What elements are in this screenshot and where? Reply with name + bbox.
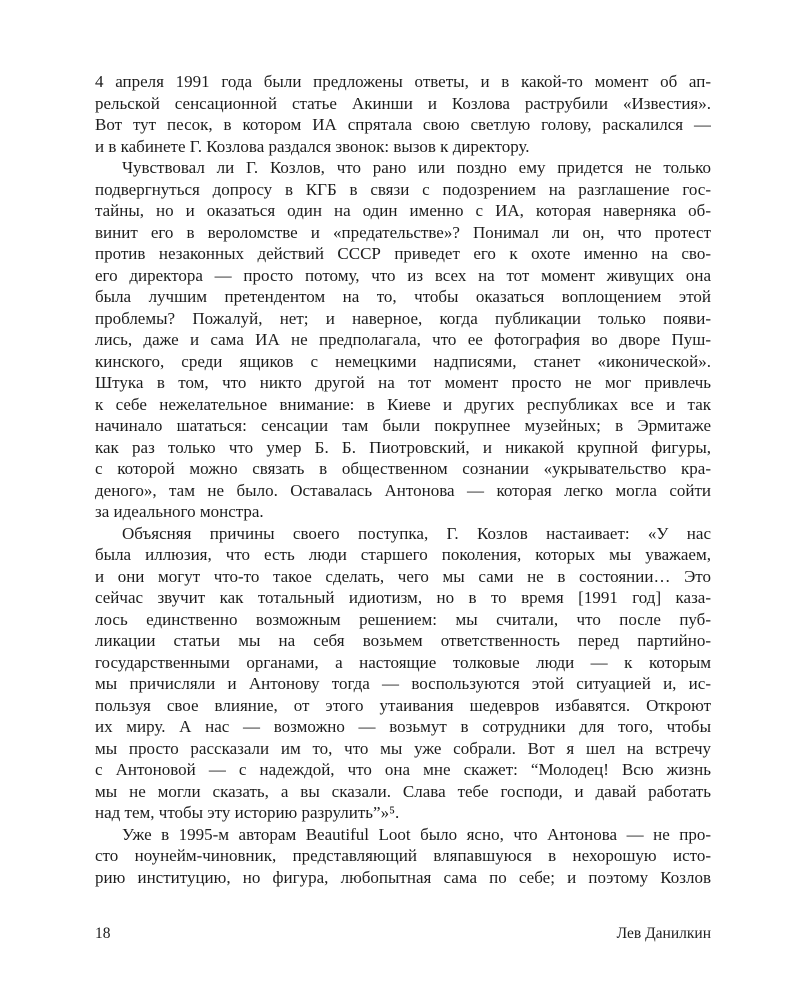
text-line: тайны, но и оказаться один на один именно с ИА, которая наверняка об- — [95, 201, 711, 220]
text-line: кинского, среди ящиков с немецкими надписями, станет «иконической». — [95, 351, 711, 371]
text-line: 4 апреля 1991 года были предложены ответы, и в какой-то момент об ап- — [95, 72, 711, 91]
running-footer-author: Лев Данилкин — [616, 925, 711, 942]
paragraph — [95, 523, 711, 824]
text-line: его директора — просто потому, что из всех на тот момент живущих она — [95, 265, 711, 285]
text-line: Вот тут песок, в котором ИА спрятала свою светлую голову, раскалился — — [95, 115, 711, 134]
text-line: рельской сенсационной статье Акинши и Козлова раструбили «Известия». — [95, 93, 711, 113]
text-line: над тем, чтобы эту историю разрулить”»⁵. — [95, 803, 400, 822]
text-line: Уже в 1995-м авторам Beautiful Loot было ясно, что Антонова — не про- — [122, 824, 711, 844]
text-line: Объясняя причины своего поступка, Г. Козлов настаивает: «У нас — [122, 523, 711, 543]
text-line: лось единственно возможным решением: мы считали, что после пуб- — [95, 609, 711, 629]
page-number: 18 — [95, 925, 111, 942]
text-line: Чувствовал ли Г. Козлов, что рано или поздно ему придется не только — [122, 158, 711, 177]
text-line: лись, даже и сама ИА не предполагала, что ее фотография во дворе Пуш- — [95, 330, 711, 349]
text-line: была лучшим претендентом на то, чтобы оказаться воплощением этой — [95, 287, 711, 306]
paragraph — [95, 71, 711, 157]
text-line: с которой можно связать в общественном сознании «укрывательство кра- — [95, 459, 711, 478]
page-text-block — [95, 71, 711, 888]
page-footer — [95, 924, 711, 944]
text-line: подвергнуться допросу в КГБ в связи с подозрением на разглашение гос- — [95, 179, 711, 199]
text-line: ликации статьи мы на себя возьмем ответственность перед партийно- — [95, 631, 711, 650]
text-line: за идеального монстра. — [95, 502, 264, 521]
text-line: сто ноунейм-чиновник, представляющий вляпавшуюся в нехорошую исто- — [95, 846, 711, 865]
paragraph — [95, 824, 711, 889]
text-line: и в кабинете Г. Козлова раздался звонок: вызов к директору. — [95, 136, 530, 156]
text-line: винит его в вероломстве и «предательстве»? Понимал ли он, что протест — [95, 222, 711, 242]
text-line: к себе нежелательное внимание: в Киеве и других республиках все и так — [95, 394, 711, 414]
text-line: рию институцию, но фигура, любопытная сама по себе; и поэтому Козлов — [95, 867, 711, 887]
text-line: как раз только что умер Б. Б. Пиотровский, и никакой крупной фигуры, — [95, 437, 711, 457]
text-line: сейчас звучит как тотальный идиотизм, но в то время [1991 год] каза- — [95, 588, 711, 607]
text-line: против незаконных действий СССР приведет его к охоте именно на сво- — [95, 244, 711, 263]
text-line: деного», там не было. Оставалась Антонова — которая легко могла сойти — [95, 480, 711, 500]
text-line: их миру. А нас — возможно — возьмут в сотрудники для того, чтобы — [95, 717, 711, 736]
paragraph — [95, 157, 711, 523]
text-line: мы причисляли и Антонову тогда — воспользуются этой ситуацией и, ис- — [95, 674, 711, 693]
text-line: мы не могли сказать, а вы сказали. Слава тебе господи, и давай работать — [95, 781, 711, 801]
text-line: государственными органами, а настоящие толковые люди — к которым — [95, 652, 711, 672]
text-line: с Антоновой — с надеждой, что она мне скажет: “Молодец! Всю жизнь — [95, 760, 711, 779]
text-line: Штука в том, что никто другой на тот момент просто не мог привлечь — [95, 373, 711, 392]
text-line: и они могут что-то такое сделать, чего мы сами не в состоянии… Это — [95, 566, 711, 586]
text-line: проблемы? Пожалуй, нет; и наверное, когда публикации только появи- — [95, 308, 711, 328]
text-line: пользуя свое влияние, от этого утаивания шедевров избавятся. Откроют — [95, 695, 711, 715]
text-line: мы просто рассказали им то, что мы уже собрали. Вот я шел на встречу — [95, 738, 711, 758]
text-line: была иллюзия, что есть люди старшего поколения, которых мы уважаем, — [95, 545, 711, 564]
text-line: начинало шататься: сенсации там были покрупнее музейных; в Эрмитаже — [95, 416, 711, 435]
